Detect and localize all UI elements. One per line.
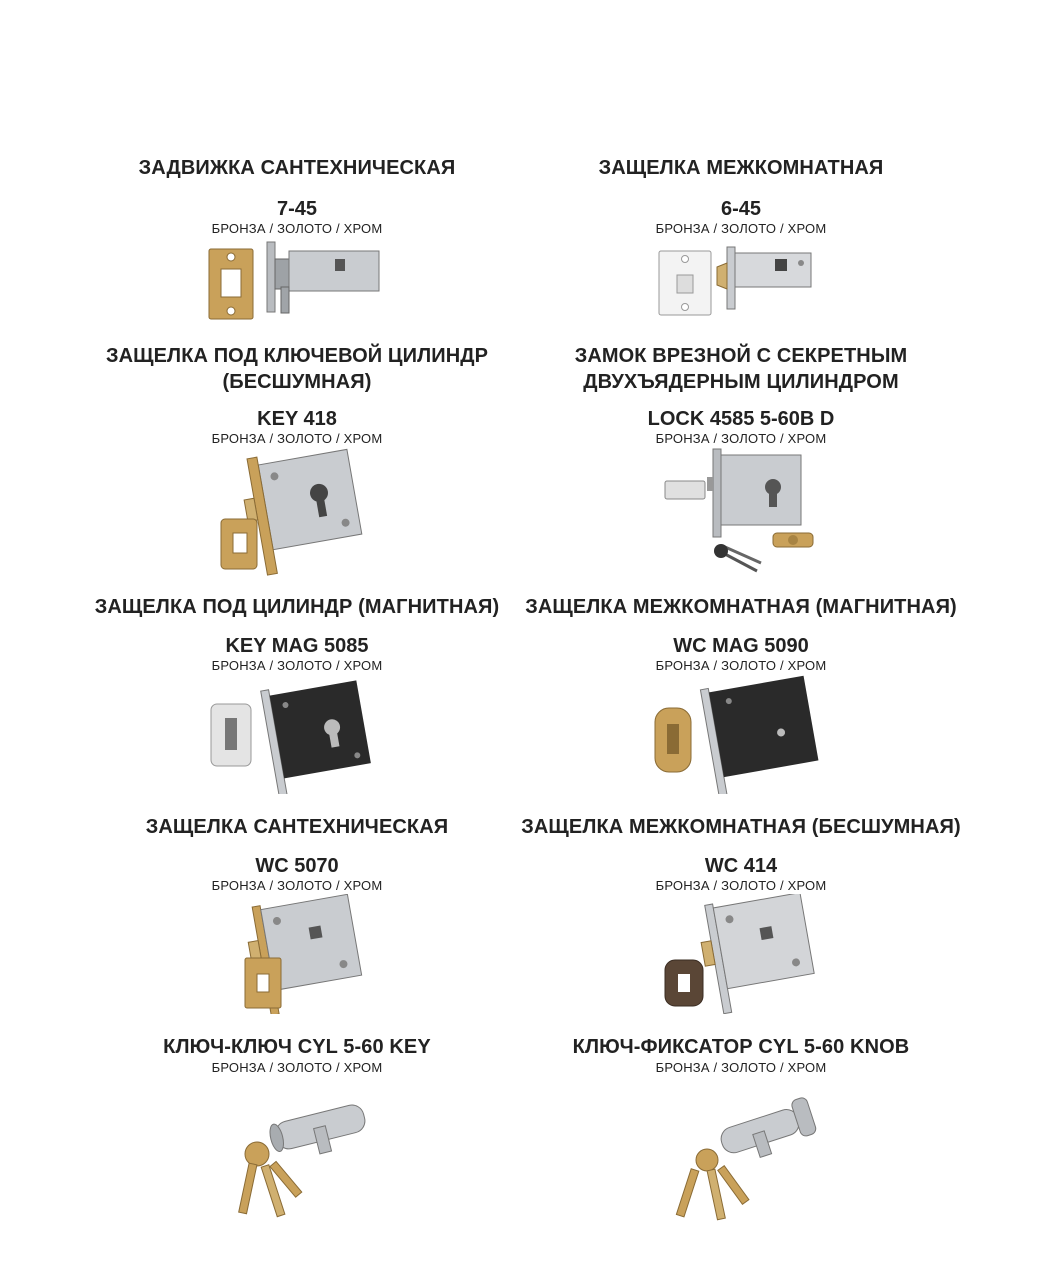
product-lock-4585 [491,343,991,577]
product-finish: БРОНЗА / ЗОЛОТО / ХРОМ [211,221,383,236]
product-model: KEY 418 [257,408,337,430]
product-wc-414 [491,814,991,1014]
key-key-cylinder-photo [217,1084,377,1234]
product-finish: БРОНЗА / ЗОЛОТО / ХРОМ [655,658,827,673]
product-title: ЗАЩЕЛКА МЕЖКОМНАТНАЯ [598,157,884,179]
product-wc-5070 [47,814,547,1014]
product-model: WC MAG 5090 [673,635,809,657]
product-title: ЗАМОК ВРЕЗНОЙ С СЕКРЕТНЫМ ДВУХЪЯДЕРНЫМ ЦИЛИНДРОМ [574,345,908,393]
magnetic-interior-latch-photo [651,674,831,794]
silent-interior-latch-photo [661,894,821,1014]
product-title: ЗАЩЕЛКА МЕЖКОМНАТНАЯ (МАГНИТНАЯ) [525,596,957,618]
product-title: ЗАЩЕЛКА ПОД КЛЮЧЕВОЙ ЦИЛИНДР (БЕСШУМНАЯ) [105,345,489,393]
key-cylinder-latch-photo [217,447,377,577]
product-key-418 [47,343,547,577]
product-model: LOCK 4585 5-60B D [647,408,835,430]
product-model: 6-45 [720,198,762,220]
product-cyl-5-60-knob [491,1034,991,1234]
product-6-45 [491,155,991,327]
product-title: ЗАЩЕЛКА ПОД ЦИЛИНДР (МАГНИТНАЯ) [94,596,500,618]
product-7-45 [47,155,547,327]
product-cyl-5-60-key [47,1034,547,1234]
product-model: WC 5070 [255,855,339,877]
mortise-lock-photo [661,447,821,577]
product-finish: БРОНЗА / ЗОЛОТО / ХРОМ [655,431,827,446]
product-finish: БРОНЗА / ЗОЛОТО / ХРОМ [211,658,383,673]
product-title: ЗАДВИЖКА САНТЕХНИЧЕСКАЯ [138,157,456,179]
product-finish: БРОНЗА / ЗОЛОТО / ХРОМ [655,878,827,893]
product-key-mag-5085 [47,594,547,794]
product-finish: БРОНЗА / ЗОЛОТО / ХРОМ [211,878,383,893]
product-finish: БРОНЗА / ЗОЛОТО / ХРОМ [655,221,827,236]
key-knob-cylinder-photo [661,1084,821,1234]
product-model: 7-45 [276,198,318,220]
product-finish: БРОНЗА / ЗОЛОТО / ХРОМ [211,431,383,446]
bathroom-bolt-latch-photo [207,237,387,327]
product-title: ЗАЩЕЛКА САНТЕХНИЧЕСКАЯ [145,816,449,838]
product-title: КЛЮЧ-ФИКСАТОР CYL 5-60 KNOB [572,1036,910,1058]
product-finish: БРОНЗА / ЗОЛОТО / ХРОМ [655,1060,827,1075]
product-finish: БРОНЗА / ЗОЛОТО / ХРОМ [211,1060,383,1075]
bathroom-latch-photo [217,894,377,1014]
product-wc-mag-5090 [491,594,991,794]
product-title: КЛЮЧ-КЛЮЧ CYL 5-60 KEY [163,1036,431,1058]
product-title: ЗАЩЕЛКА МЕЖКОМНАТНАЯ (БЕСШУМНАЯ) [521,816,961,838]
product-model: WC 414 [704,855,778,877]
product-model: KEY MAG 5085 [225,635,369,657]
interior-latch-photo [651,237,831,327]
magnetic-cylinder-latch-photo [207,674,387,794]
